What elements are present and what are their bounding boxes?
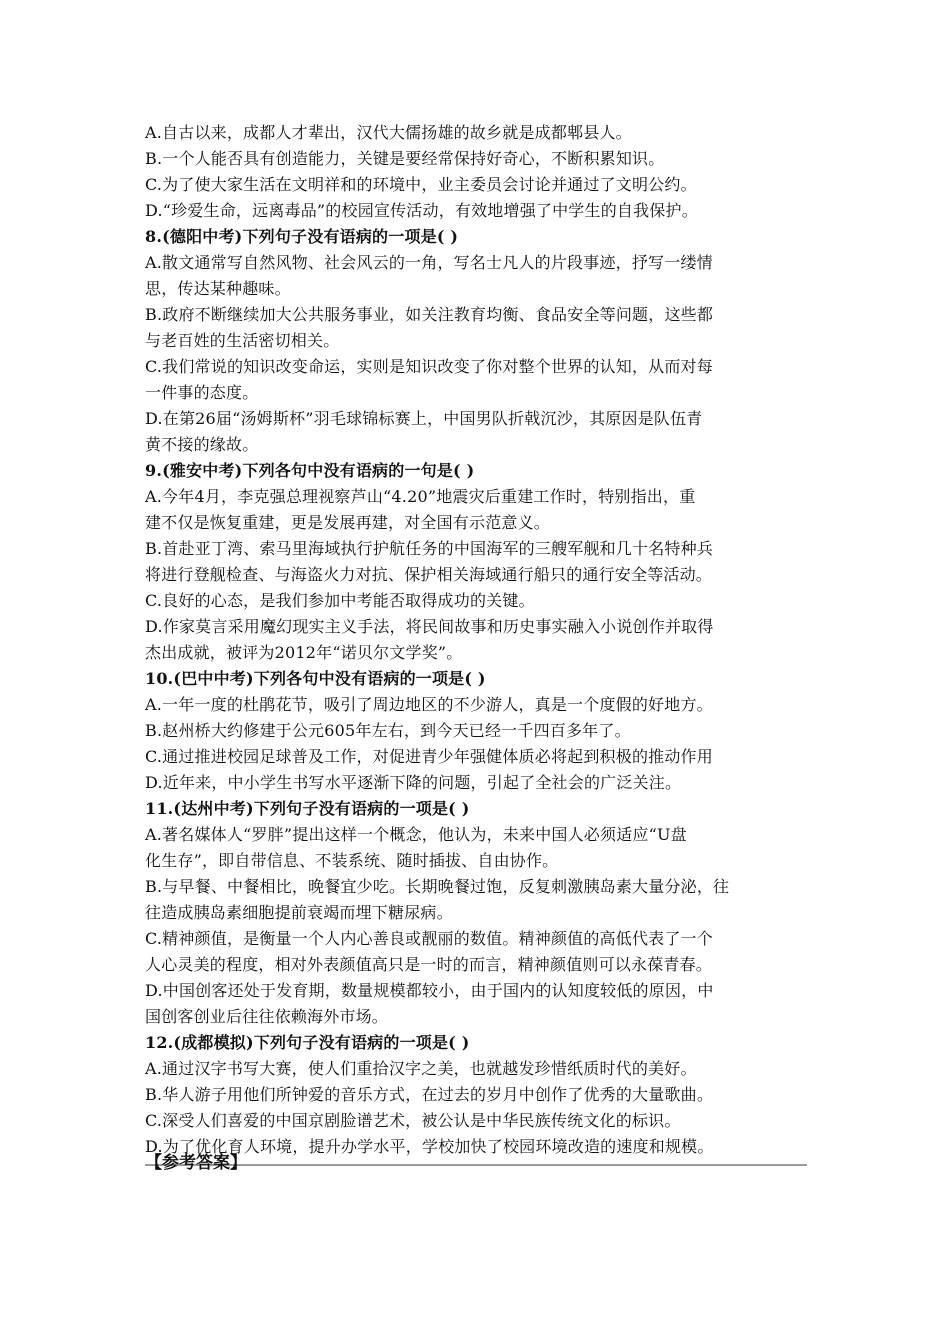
option-line: B.政府不断继续加大公共服务事业，如关注教育均衡、食品安全等问题，这些都	[145, 305, 714, 324]
option-line: 人心灵美的程度，相对外表颜值高只是一时的而言，精神颜值则可以永葆青春。	[145, 955, 713, 974]
option-line: 黄不接的缘故。	[145, 435, 259, 454]
option-line: C.我们常说的知识改变命运，实则是知识改变了你对整个世界的认知，从而对每	[145, 357, 713, 376]
option-line: A.一年一度的杜鹃花节，吸引了周边地区的不少游人，真是一个度假的好地方。	[145, 695, 713, 714]
question-heading: 10.(巴中中考)下列各句中没有语病的一项是( )	[145, 669, 486, 688]
option-line: B.与早餐、中餐相比，晚餐宜少吃。长期晚餐过饱，反复刺激胰岛素大量分泌，往	[145, 877, 730, 896]
option-line: D.“珍爱生命，远离毒品”的校园宣传活动，有效地增强了中学生的自我保护。	[145, 201, 698, 220]
option-line: C.精神颜值，是衡量一个人内心善良或靓丽的数值。精神颜值的高低代表了一个	[145, 929, 713, 948]
option-line: 思，传达某种趣味。	[145, 279, 291, 298]
option-line: D.在第26届“汤姆斯杯”羽毛球锦标赛上，中国男队折戟沉沙，其原因是队伍青	[145, 409, 703, 428]
question-content	[145, 120, 810, 1166]
option-line: 建不仅是恢复重建，更是发展再建，对全国有示范意义。	[145, 513, 551, 532]
question-heading: 11.(达州中考)下列句子没有语病的一项是( )	[145, 799, 470, 818]
option-line: B.首赴亚丁湾、索马里海域执行护航任务的中国海军的三艘军舰和几十名特种兵	[145, 539, 714, 558]
option-line: A.通过汉字书写大赛，使人们重拾汉字之美，也就越发珍惜纸质时代的美好。	[145, 1059, 697, 1078]
option-line: C.良好的心态，是我们参加中考能否取得成功的关键。	[145, 591, 535, 610]
option-line: D.作家莫言采用魔幻现实主义手法，将民间故事和历史事实融入小说创作并取得	[145, 617, 714, 636]
option-line: A.著名媒体人“罗胖”提出这样一个概念，他认为，未来中国人必须适应“U盘	[145, 825, 687, 844]
option-line: 往造成胰岛素细胞提前衰竭而埋下糖尿病。	[145, 903, 453, 922]
option-line: C.深受人们喜爱的中国京剧脸谱艺术，被公认是中华民族传统文化的标识。	[145, 1111, 681, 1130]
option-line: A.今年4月，李克强总理视察芦山“4.20”地震灾后重建工作时，特别指出，重	[145, 487, 696, 506]
option-line: D.近年来，中小学生书写水平逐渐下降的问题，引起了全社会的广泛关注。	[145, 773, 682, 792]
option-line: A.自古以来，成都人才辈出，汉代大儒扬雄的故乡就是成都郫县人。	[145, 123, 632, 142]
option-line: B.华人游子用他们所钟爱的音乐方式，在过去的岁月中创作了优秀的大量歌曲。	[145, 1085, 714, 1104]
question-heading: 8.(德阳中考)下列句子没有语病的一项是( )	[145, 227, 459, 246]
option-line: B.一个人能否具有创造能力，关键是要经常保持好奇心，不断积累知识。	[145, 149, 665, 168]
option-line: 一件事的态度。	[145, 383, 259, 402]
option-line: 国创客创业后往往依赖海外市场。	[145, 1007, 389, 1026]
question-heading: 9.(雅安中考)下列各句中没有语病的一句是( )	[145, 461, 475, 480]
option-line: 化生存”，即自带信息、不装系统、随时插拔、自由协作。	[145, 851, 559, 870]
answer-heading: 【参考答案】	[145, 1153, 247, 1173]
option-line: 与老百姓的生活密切相关。	[145, 331, 340, 350]
option-line: 杰出成就，被评为2012年“诺贝尔文学奖”。	[145, 643, 463, 662]
question-heading: 12.(成都模拟)下列句子没有语病的一项是( )	[145, 1033, 470, 1052]
option-line: C.通过推进校园足球普及工作，对促进青少年强健体质必将起到积极的推动作用	[145, 747, 713, 766]
option-line: A.散文通常写自然风物、社会风云的一角，写名士凡人的片段事迹，抒写一缕情	[145, 253, 713, 272]
option-line: D.为了优化育人环境，提升办学水平，学校加快了校园环境改造的速度和规模。	[145, 1137, 714, 1156]
option-line: D.中国创客还处于发育期，数量规模都较小，由于国内的认知度较低的原因，中	[145, 981, 714, 1000]
option-line: B.赵州桥大约修建于公元605年左右，到今天已经一千四百多年了。	[145, 721, 631, 740]
option-line: C.为了使大家生活在文明祥和的环境中，业主委员会讨论并通过了文明公约。	[145, 175, 697, 194]
option-line: 将进行登舰检查、与海盗火力对抗、保护相关海域通行船只的通行安全等活动。	[145, 565, 713, 584]
